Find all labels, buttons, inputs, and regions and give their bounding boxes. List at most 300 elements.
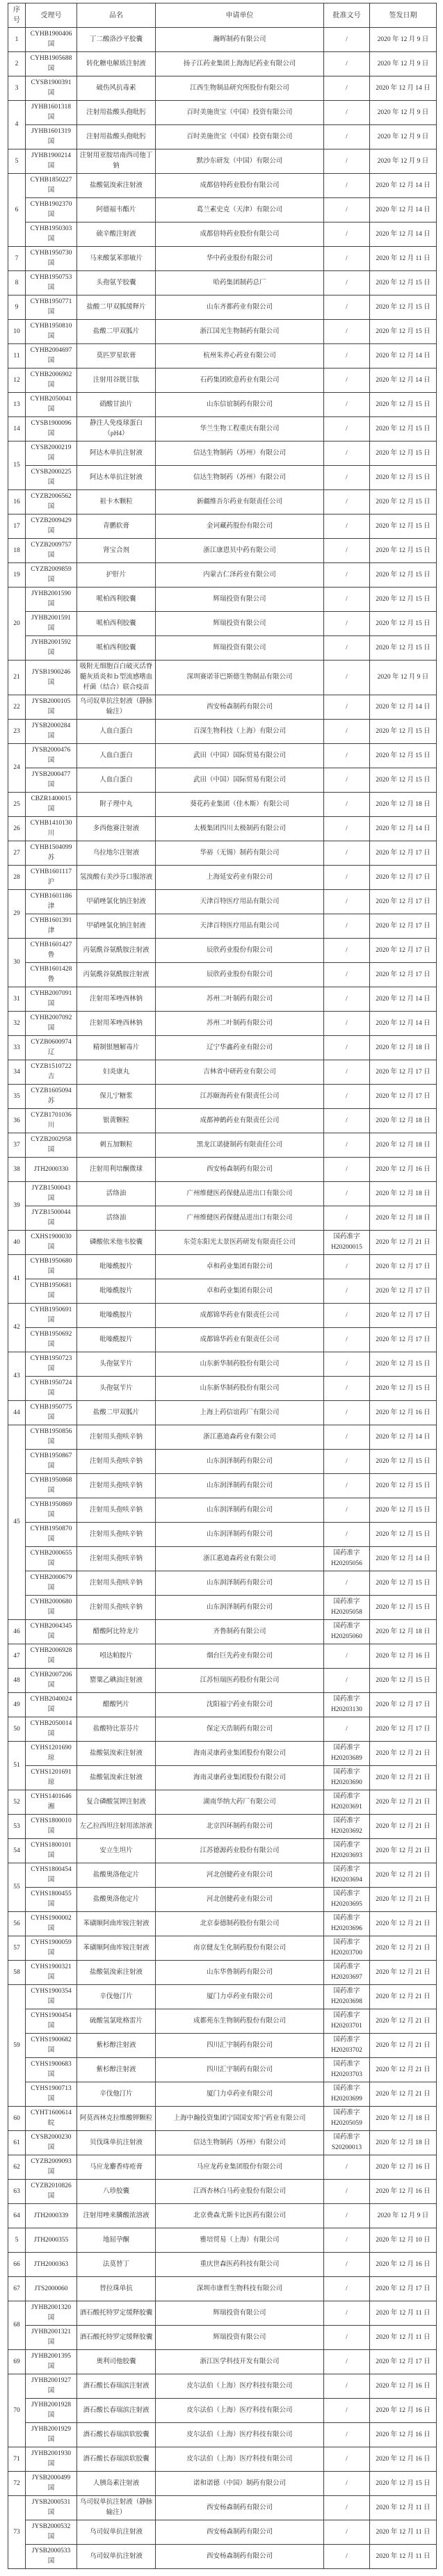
approval-no-cell: / [324,198,370,222]
product-name-cell: 地屈孕酮 [77,2228,156,2253]
issue-date-cell: 2020 年 12 月 9 日 [370,2204,437,2228]
seq-cell: 5 [8,149,26,174]
applicant-cell: 百深生物科技（上海）有限公司 [156,720,324,744]
seq-cell: 16 [8,490,26,515]
acceptance-no-cell: CYHB2007206 国 [26,1669,77,1693]
applicant-cell: 新疆维吾尔药业有限责任公司 [156,490,324,515]
applicant-cell: 卓和药业集团有限公司 [156,1279,324,1304]
table-row [8,661,437,695]
approval-no-cell: / [324,174,370,198]
acceptance-no-cell: CYHS1800454 国 [26,1863,77,1888]
approval-no-cell: 国药准字H20203691 [324,1790,370,1815]
seq-cell: 70 [8,2374,26,2447]
issue-date-cell: 2020 年 12 月 16 日 [370,2423,437,2447]
seq-cell: 17 [8,515,26,539]
product-name-cell: 硫酸氢氯吡格雷片 [77,2009,156,2034]
seq-cell: 71 [8,2447,26,2472]
acceptance-no-cell: CYZB1510722 吉 [26,1060,77,1085]
table-row [8,866,437,890]
issue-date-cell: 2020 年 12 月 10 日 [370,2228,437,2253]
table-row [8,1644,437,1669]
product-name-cell: 盐酸二甲双胍片 [77,1401,156,1425]
seq-cell: 42 [8,1304,26,1352]
table-row [8,1474,437,1498]
table-header [8,3,437,28]
acceptance-no-cell: CYZB2006562 国 [26,490,77,515]
acceptance-no-cell: CYHB2004345 国 [26,1620,77,1644]
product-name-cell: 注射用利培酮微球 [77,1158,156,1182]
issue-date-cell: 2020 年 12 月 15 日 [370,1377,437,1401]
applicant-cell: 江苏恒瑞医药股份有限公司 [156,1669,324,1693]
applicant-cell: 江西生物制品研究所股份有限公司 [156,76,324,101]
applicant-cell: 内蒙古仁泽药业有限公司 [156,563,324,588]
approval-no-cell: / [324,2545,370,2569]
approval-no-cell: / [324,2253,370,2277]
applicant-cell: 成都倍特药业股份有限公司 [156,222,324,247]
acceptance-no-cell: CBZR1400015 国 [26,793,77,817]
approval-no-cell: / [324,466,370,490]
product-name-cell: 马来酸氯苯那敏片 [77,247,156,271]
acceptance-no-cell: JYHB2001320 国 [26,2301,77,2326]
seq-cell: 28 [8,866,26,890]
seq-cell: 73 [8,2496,26,2569]
applicant-cell: 皮尔法伯（上海）医疗科技有限公司 [156,2399,324,2423]
approval-no-cell: 国药准字H20203692 [324,1815,370,1839]
product-name-cell: 丁二酸洛沙平胶囊 [77,28,156,52]
issue-date-cell: 2020 年 12 月 17 日 [370,1717,437,1742]
acceptance-no-cell: CYHB1950692 国 [26,1328,77,1352]
seq-cell: 31 [8,987,26,1012]
product-name-cell: 盐酸氨溴索注射液 [77,174,156,198]
issue-date-cell: 2020 年 12 月 21 日 [370,1985,437,2009]
column-header-0: 序号 [8,3,26,28]
acceptance-no-cell: CYHB1950856 国 [26,1425,77,1450]
product-name-cell: 吡嗪酰胺片 [77,1279,156,1304]
acceptance-no-cell: CYHB1950724 国 [26,1377,77,1401]
applicant-cell: 齐鲁制药有限公司 [156,1620,324,1644]
approval-no-cell: / [324,1279,370,1304]
applicant-cell: 石药集团欧意药业有限公司 [156,368,324,393]
applicant-cell: 辰欣药业股份有限公司 [156,963,324,987]
issue-date-cell: 2020 年 12 月 14 日 [370,222,437,247]
approval-no-cell: / [324,76,370,101]
table-row [8,490,437,515]
product-name-cell: 酒石酸托特罗定缓释胶囊 [77,2301,156,2326]
seq-cell: 3 [8,76,26,101]
acceptance-no-cell: CYHB1950775 国 [26,1401,77,1425]
table-row [8,1985,437,2009]
applicant-cell: 山东新华制药股份有限公司 [156,1352,324,1377]
product-name-cell: 护肝片 [77,563,156,588]
table-row [8,744,437,768]
seq-cell: 46 [8,1620,26,1644]
acceptance-no-cell: JYHB2001395 国 [26,2350,77,2374]
applicant-cell: 成都神鹤药业有限责任公司 [156,1109,324,1133]
product-name-cell: 盐酸氨溴索注射液 [77,1766,156,1790]
applicant-cell: 辉瑞投资有限公司 [156,636,324,661]
acceptance-no-cell: CYHB1950681 国 [26,1279,77,1304]
issue-date-cell: 2020 年 12 月 15 日 [370,515,437,539]
product-name-cell: 罂粟乙碘油注射液 [77,1669,156,1693]
product-name-cell: 莫匹罗星软膏 [77,344,156,368]
acceptance-no-cell: JYSB2000284 国 [26,720,77,744]
acceptance-no-cell: CYHB2007092 国 [26,1012,77,1036]
approval-no-cell: / [324,1401,370,1425]
acceptance-no-cell: CYHB2000680 国 [26,1596,77,1620]
seq-cell: 64 [8,2204,26,2228]
issue-date-cell: 2020 年 12 月 16 日 [370,2374,437,2399]
table-row [8,1255,437,1279]
table-row [8,2399,437,2423]
table-row [8,2034,437,2058]
table-row [8,198,437,222]
issue-date-cell: 2020 年 12 月 14 日 [370,1547,437,1571]
seq-cell: 26 [8,817,26,841]
product-name-cell: 贝伐珠单抗注射液 [77,2131,156,2155]
approval-no-cell: 国药准字H20203693 [324,1839,370,1863]
product-name-cell: 注射用盐酸头孢吡肟 [77,125,156,149]
approval-no-cell: / [324,368,370,393]
seq-cell: 41 [8,1255,26,1304]
acceptance-no-cell: JYZB1500043 国 [26,1182,77,1206]
acceptance-no-cell: CYZB1701036 川 [26,1109,77,1133]
applicant-cell: 吉林省中研药业有限公司 [156,1060,324,1085]
acceptance-no-cell: CYHB2040024 国 [26,1693,77,1717]
table-row [8,1863,437,1888]
approval-no-cell: / [324,1060,370,1085]
issue-date-cell: 2020 年 12 月 18 日 [370,1133,437,1158]
issue-date-cell: 2020 年 12 月 21 日 [370,1766,437,1790]
applicant-cell: 天津百特医疗用品有限公司 [156,890,324,914]
applicant-cell: 深圳赛诺菲巴斯德生物制品有限公司 [156,661,324,695]
approval-no-cell: / [324,1328,370,1352]
table-row [8,1036,437,1060]
issue-date-cell: 2020 年 12 月 21 日 [370,1815,437,1839]
applicant-cell: 皮尔法伯（上海）医疗科技有限公司 [156,2447,324,2472]
applicant-cell: 山东齐都药业有限公司 [156,295,324,320]
seq-cell: 56 [8,1912,26,1936]
approval-no-cell: / [324,515,370,539]
seq-cell: 20 [8,588,26,661]
approval-no-cell: / [324,28,370,52]
table-row [8,1328,437,1352]
product-name-cell: 注射用亚胺培南西司他丁钠 [77,149,156,174]
table-row [8,174,437,198]
table-row [8,1109,437,1133]
approval-no-cell: 国药准字H20203689 [324,1742,370,1766]
issue-date-cell: 2020 年 12 月 18 日 [370,1036,437,1060]
product-name-cell: 辛伐他汀片 [77,2082,156,2107]
applicant-cell: 山东润泽制药有限公司 [156,1596,324,1620]
issue-date-cell: 2020 年 12 月 14 日 [370,817,437,841]
table-row [8,1717,437,1742]
product-name-cell: 苯磺顺阿曲库铵注射液 [77,1912,156,1936]
approval-no-cell: 国药准字S20200013 [324,2131,370,2155]
applicant-cell: 浙江国光生物制药有限公司 [156,320,324,344]
table-row [8,2107,437,2131]
approval-no-cell: / [324,222,370,247]
table-row [8,2545,437,2569]
approval-no-cell: / [324,1352,370,1377]
approval-no-cell: / [324,2496,370,2520]
acceptance-no-cell: CYHB1950753 国 [26,271,77,295]
issue-date-cell: 2020 年 12 月 15 日 [370,393,437,417]
acceptance-no-cell: JYZB1500044 国 [26,1206,77,1231]
table-row [8,247,437,271]
applicant-cell: 海南灵康药业集团股份有限公司 [156,1742,324,1766]
seq-cell: 23 [8,720,26,744]
issue-date-cell: 2020 年 12 月 15 日 [370,2472,437,2496]
applicant-cell: 百时美施贵宝（中国）投资有限公司 [156,125,324,149]
product-name-cell: 人血白蛋白 [77,720,156,744]
table-row [8,28,437,52]
issue-date-cell: 2020 年 12 月 11 日 [370,2496,437,2520]
acceptance-no-cell: CYHB1601428 鲁 [26,963,77,987]
table-row [8,393,437,417]
issue-date-cell: 2020 年 12 月 15 日 [370,563,437,588]
applicant-cell: 太极集团四川太极制药有限公司 [156,817,324,841]
acceptance-no-cell: JYHB1601319 国 [26,125,77,149]
product-name-cell: 法莫替丁 [77,2253,156,2277]
table-row [8,417,437,442]
applicant-cell: 西安杨森制药有限公司 [156,2520,324,2545]
acceptance-no-cell: CYZB2009429 国 [26,515,77,539]
approval-no-cell: / [324,490,370,515]
product-name-cell: 吲达帕胺片 [77,1644,156,1669]
seq-cell: 35 [8,1085,26,1109]
issue-date-cell: 2020 年 12 月 14 日 [370,344,437,368]
issue-date-cell: 2020 年 12 月 11 日 [370,247,437,271]
table-row [8,2253,437,2277]
applicant-cell: 浙江医学科技开发有限公司 [156,2350,324,2374]
product-name-cell: 注射用头孢呋辛钠 [77,1474,156,1498]
product-name-cell: 人胰岛素注射液 [77,2472,156,2496]
seq-cell: 11 [8,344,26,368]
applicant-cell: 保定天浩制药有限公司 [156,1717,324,1742]
table-row [8,2082,437,2107]
approval-no-cell: / [324,2301,370,2326]
table-row [8,563,437,588]
applicant-cell: 北京四环制药有限公司 [156,1815,324,1839]
acceptance-no-cell: CYHB1950680 国 [26,1255,77,1279]
issue-date-cell: 2020 年 12 月 15 日 [370,271,437,295]
product-name-cell: 人血白蛋白 [77,744,156,768]
table-row [8,1815,437,1839]
seq-cell: 15 [8,442,26,490]
approval-no-cell: 国药准字H20203698 [324,1985,370,2009]
approval-no-cell: / [324,720,370,744]
issue-date-cell: 2020 年 12 月 21 日 [370,1790,437,1815]
issue-date-cell: 2020 年 12 月 17 日 [370,1279,437,1304]
acceptance-no-cell: CYSB1900096 国 [26,417,77,442]
table-header-row [8,3,437,28]
table-row [8,2374,437,2399]
issue-date-cell: 2020 年 12 月 21 日 [370,2082,437,2107]
issue-date-cell: 2020 年 12 月 9 日 [370,661,437,695]
issue-date-cell: 2020 年 12 月 16 日 [370,1401,437,1425]
approval-no-cell: / [324,1644,370,1669]
acceptance-no-cell: CYHS1201690 琼 [26,1742,77,1766]
table-row [8,295,437,320]
issue-date-cell: 2020 年 12 月 16 日 [370,1644,437,1669]
approval-no-cell: / [324,1304,370,1328]
table-row [8,1693,437,1717]
acceptance-no-cell: JTH2000355 [26,2228,77,2253]
table-row [8,768,437,793]
applicant-cell: 成都锦华药业有限责任公司 [156,1304,324,1328]
table-row [8,2350,437,2374]
drug-approval-table [8,3,437,2569]
applicant-cell: 山东润泽制药有限公司 [156,1571,324,1596]
approval-no-cell: / [324,2423,370,2447]
acceptance-no-cell: JTH2000330 [26,1158,77,1182]
table-row [8,2180,437,2204]
applicant-cell: 武田（中国）国际贸易有限公司 [156,768,324,793]
issue-date-cell: 2020 年 12 月 17 日 [370,841,437,866]
approval-no-cell: / [324,841,370,866]
issue-date-cell: 2020 年 12 月 15 日 [370,768,437,793]
issue-date-cell: 2020 年 12 月 17 日 [370,1255,437,1279]
applicant-cell: 金诃藏药股份有限公司 [156,515,324,539]
applicant-cell: 江苏颐海药业有限责任公司 [156,1085,324,1109]
issue-date-cell: 2020 年 12 月 11 日 [370,2301,437,2326]
approval-no-cell: / [324,125,370,149]
applicant-cell: 山东华鲁制药有限公司 [156,1961,324,1985]
issue-date-cell: 2020 年 12 月 14 日 [370,987,437,1012]
approval-no-cell: / [324,101,370,125]
seq-cell: 61 [8,2131,26,2155]
product-name-cell: 盐酸氨溴索注射液 [77,1961,156,1985]
table-row [8,890,437,914]
seq-cell: 39 [8,1182,26,1231]
acceptance-no-cell: CYZB2009093 国 [26,2155,77,2180]
approval-no-cell: 国药准字H20203130 [324,1693,370,1717]
issue-date-cell: 2020 年 12 月 17 日 [370,914,437,939]
product-name-cell: 盐酸二甲双胍片 [77,320,156,344]
product-name-cell: 乌司奴单抗注射液（静脉输注） [77,2496,156,2520]
approval-no-cell: / [324,1498,370,1523]
product-name-cell: 甲硝唑氯化钠注射液 [77,890,156,914]
approval-no-cell: / [324,2447,370,2472]
approval-no-cell: / [324,1571,370,1596]
table-row [8,1012,437,1036]
table-row [8,2326,437,2350]
acceptance-no-cell: JYSB2000477 国 [26,768,77,793]
product-name-cell: 多西他赛注射液 [77,817,156,841]
table-body [8,28,437,2569]
table-row [8,1377,437,1401]
issue-date-cell: 2020 年 12 月 15 日 [370,744,437,768]
acceptance-no-cell: JYSB2000533 国 [26,2545,77,2569]
table-row [8,52,437,76]
approval-no-cell: / [324,1206,370,1231]
table-row [8,2423,437,2447]
table-row [8,987,437,1012]
seq-cell: 18 [8,539,26,563]
seq-cell: 9 [8,295,26,320]
applicant-cell: 黑龙江诺捷制药有限责任公司 [156,1133,324,1158]
product-name-cell: 人血白蛋白 [77,768,156,793]
table-row [8,2496,437,2520]
seq-cell: 66 [8,2253,26,2277]
applicant-cell: 西安杨森制药有限公司 [156,2545,324,2569]
table-row [8,636,437,661]
approval-no-cell: / [324,2277,370,2301]
applicant-cell: 河北创健药业有限公司 [156,1888,324,1912]
table-row [8,2058,437,2082]
approval-no-cell: / [324,149,370,174]
product-name-cell: 附子理中丸 [77,793,156,817]
approval-no-cell: / [324,2326,370,2350]
product-name-cell: 保儿宁糖浆 [77,1085,156,1109]
issue-date-cell: 2020 年 12 月 18 日 [370,1620,437,1644]
acceptance-no-cell: JTH2000363 [26,2253,77,2277]
issue-date-cell: 2020 年 12 月 17 日 [370,2277,437,2301]
issue-date-cell: 2020 年 12 月 15 日 [370,1474,437,1498]
seq-cell: 60 [8,2107,26,2131]
acceptance-no-cell: CYHB1950810 国 [26,320,77,344]
product-name-cell: 苯磺顺阿曲库铵注射液 [77,1936,156,1961]
applicant-cell: 西安杨森制药有限公司 [156,2496,324,2520]
column-header-5: 签发日期 [370,3,437,28]
acceptance-no-cell: CYHS1401646 湘 [26,1790,77,1815]
issue-date-cell: 2020 年 12 月 15 日 [370,1571,437,1596]
acceptance-no-cell: JYHB2001927 国 [26,2374,77,2399]
product-name-cell: 替拉珠单抗 [77,2277,156,2301]
acceptance-no-cell: CYHB1900406 国 [26,28,77,52]
issue-date-cell: 2020 年 12 月 16 日 [370,2180,437,2204]
seq-cell: 5 [8,2228,26,2253]
product-name-cell: 注射用谷胱甘肽 [77,368,156,393]
applicant-cell: 诺和诺德（中国）制药有限公司 [156,2472,324,2496]
applicant-cell: 辉瑞投资有限公司 [156,2301,324,2326]
approval-no-cell: / [324,344,370,368]
applicant-cell: 上海延安药业有限公司 [156,866,324,890]
applicant-cell: 山东信谊制药有限公司 [156,393,324,417]
acceptance-no-cell: JYSB2000532 国 [26,2520,77,2545]
applicant-cell: 厦门力卓药业有限公司 [156,1985,324,2009]
product-name-cell: 八珍胶囊 [77,2180,156,2204]
seq-cell: 54 [8,1839,26,1863]
applicant-cell: 天津百特医疗用品有限公司 [156,914,324,939]
issue-date-cell: 2020 年 12 月 16 日 [370,2399,437,2423]
table-row [8,841,437,866]
product-name-cell: 静注人免疫球蛋白（pH4） [77,417,156,442]
applicant-cell: 海南灵康药业集团股份有限公司 [156,1766,324,1790]
approval-no-cell: 国药准字H20203695 [324,1888,370,1912]
acceptance-no-cell: CYHB1601427 鲁 [26,939,77,963]
applicant-cell: 深圳市康哲生物科技有限公司 [156,2277,324,2301]
product-name-cell: 酒石酸长春瑞滨软胶囊 [77,2447,156,2472]
applicant-cell: 扬子江药业集团上海海尼药业有限公司 [156,52,324,76]
acceptance-no-cell: CYHB1902370 国 [26,198,77,222]
seq-cell: 44 [8,1401,26,1425]
seq-cell: 38 [8,1158,26,1182]
table-row [8,1085,437,1109]
approval-no-cell: / [324,1012,370,1036]
applicant-cell: 葵花药业集团（佳木斯）有限公司 [156,793,324,817]
table-row [8,2131,437,2155]
product-name-cell: 注射用唑来膦酸浓溶液 [77,2204,156,2228]
seq-cell: 67 [8,2277,26,2301]
issue-date-cell: 2020 年 12 月 15 日 [370,1352,437,1377]
issue-date-cell: 2020 年 12 月 14 日 [370,198,437,222]
table-row [8,817,437,841]
table-row [8,1547,437,1571]
column-header-4: 批准文号 [324,3,370,28]
product-name-cell: 注射用盐酸头孢吡肟 [77,101,156,125]
approval-no-cell: / [324,417,370,442]
